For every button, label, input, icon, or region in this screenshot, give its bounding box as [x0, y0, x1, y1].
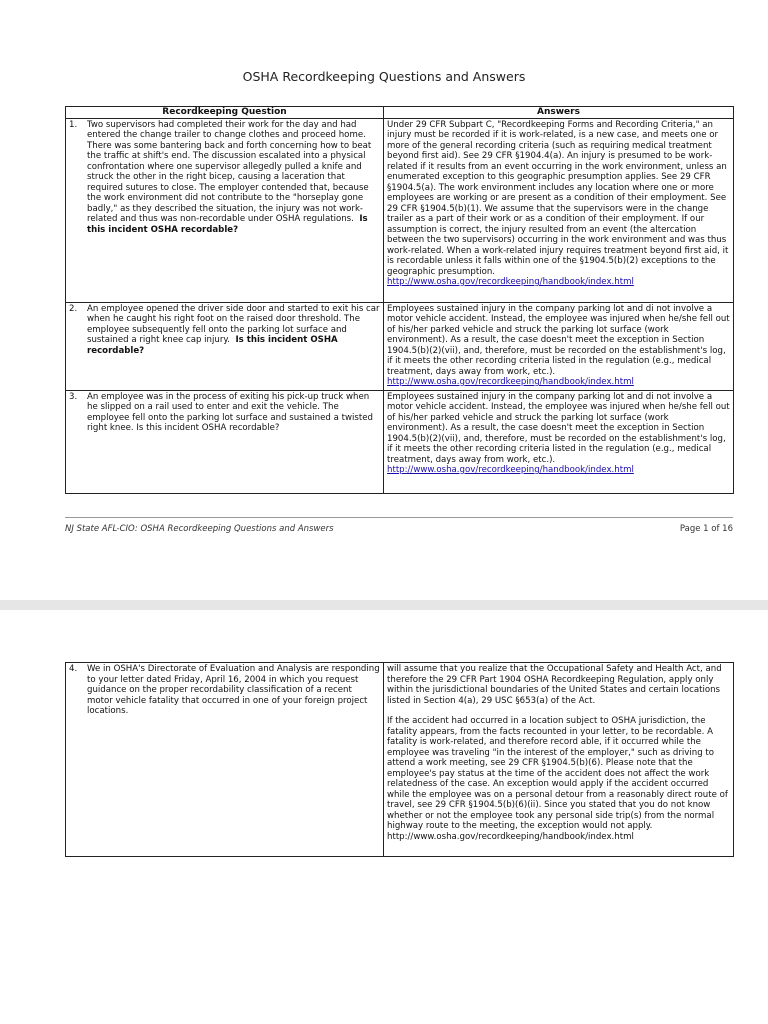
- answer-cell: [384, 390, 734, 493]
- column-header-question: Recordkeeping Question: [66, 107, 384, 119]
- question-body: Two supervisors had completed their work for the day and had entered the change trailer to change clothes and proceed home. There was some bantering back and forth concerning how to beat the traffic at shift's end. The discussion escalated into a physical confrontation where one supervisor allegedly pulled a knife and struck the other in the right bicep, causing a laceration that required sutures to close. The employer contended that, because the work environment did not contribute to the "horseplay gone badly," as they described the situation, the injury was not work-related and thus was non-recordable under OSHA regulations.: [87, 119, 372, 224]
- question-number: 4.: [69, 664, 78, 674]
- answer-text: Under 29 CFR Subpart C, "Recordkeeping Forms and Recording Criteria," an injury must be recorded if it is work-related, is a new case, and meets one or more of the general recording criteria (such as requiring medical treatment beyond first aid). See 29 CFR §1904.4(a). An injury is presumed to be work-related if it results from an event occurring in the work environment, unless an enumerated exception to this geographic presumption applies. See 29 CFR §1904.5(a). The work environment includes any location where one or more employees are working or are present as a condition of their employment. See 29 CFR §1904.5(b)(1). We assume that the supervisors were in the change trailer as a part of their work or as a condition of their employment. If our assumption is correct, the injury resulted from an event (the altercation between the two supervisors) occurring in the work environment and was thus work-related. When a work-related injury requires treatment beyond first aid, it is recordable unless it falls within one of the §1904.5(b)(2) exceptions to the geographic presumption.: [387, 119, 729, 277]
- answer-paragraph: If the accident had occurred in a location subject to OSHA jurisdiction, the fatality appears, from the facts recounted in your letter, to be recordable. A fatality is work-related, and therefore record able, if it occurred while the employee was traveling "in the interest of the employer," such as driving to attend a work meeting, see 29 CFR §1904.5(b)(6). Please note that the employee's pay status at the time of the accident does not affect the work relatedness of the case. An exception would apply if the accident occurred while the employee was on a personal detour from a reasonably direct route of travel, see 29 CFR §1904.5(b)(6)(ii). Since you stated that you do not know whether or not the employee took any personal side trip(s) from the normal highway route to the meeting, the exception would not apply.: [387, 716, 728, 831]
- question-text: An employee was in the process of exiting his pick-up truck when he slipped on a rail used to enter and exit the vehicle. The employee fell onto the parking lot surface and sustained a twisted right knee. Is this incident OSHA recordable?: [87, 391, 373, 433]
- column-header-answers: Answers: [384, 107, 734, 119]
- page-number: Page 1 of 16: [679, 524, 733, 534]
- question-bold: Is this incident OSHA recordable?: [87, 335, 338, 356]
- question-cell: [66, 302, 384, 390]
- handbook-link[interactable]: http://www.osha.gov/recordkeeping/handbook/index.html: [387, 831, 634, 842]
- table-row: [66, 302, 734, 390]
- question-number: 1.: [69, 119, 78, 130]
- handbook-link[interactable]: http://www.osha.gov/recordkeeping/handbook/index.html: [387, 277, 634, 287]
- question-number: 2.: [69, 303, 78, 314]
- question-cell: [66, 390, 384, 493]
- answer-cell: [384, 663, 734, 857]
- question-body: An employee opened the driver side door and started to exit his car when he caught his right foot on the raised door threshold. The employee subsequently fell onto the parking lot surface and sustained a right knee cap injury.: [87, 303, 380, 345]
- answer-text: Employees sustained injury in the company parking lot and di not involve a motor vehicle accident. Instead, the employee was injured when he/she fell out of his/her parked vehicle and struck the parking lot surface (work environment). As a result, the case doesn't meet the exception in Section 1904.5(b)(2)(vii), and, therefore, must be recorded on the establishment's log, if it meets the other recording criteria listed in the regulation (e.g., medical treatment, days away from work, etc.).: [387, 391, 730, 465]
- answer-cell: [384, 302, 734, 390]
- table-row: [66, 663, 734, 857]
- table-row: [66, 390, 734, 493]
- question-text: [87, 120, 380, 236]
- question-number: 3.: [69, 391, 78, 402]
- document-page-2: [0, 610, 768, 1024]
- question-text: We in OSHA's Directorate of Evaluation and Analysis are responding to your letter dated Friday, April 16, 2004 in which you request guidance on the proper recordability classification of a recent motor vehicle fatality that occurred in one of your foreign project locations.: [87, 664, 380, 716]
- qa-table-continued: [65, 662, 734, 857]
- answer-text: Employees sustained injury in the company parking lot and di not involve a motor vehicle accident. Instead, the employee was injured when he/she fell out of his/her parked vehicle and struck the parking lot surface (work environment). As a result, the case doesn't meet the exception in Section 1904.5(b)(2)(vii), and, therefore, must be recorded on the establishment's log, if it meets the other recording criteria listed in the regulation (e.g., medical treatment, days away from work, etc.).: [387, 303, 730, 377]
- question-text: [87, 304, 380, 357]
- handbook-link[interactable]: http://www.osha.gov/recordkeeping/handbook/index.html: [387, 465, 634, 475]
- question-bold: Is this incident OSHA recordable?: [87, 214, 368, 235]
- footer-source: NJ State AFL-CIO: OSHA Recordkeeping Questions and Answers: [65, 524, 334, 534]
- question-cell: [66, 118, 384, 302]
- handbook-link[interactable]: http://www.osha.gov/recordkeeping/handbook/index.html: [387, 377, 634, 387]
- answer-cell: [384, 118, 734, 302]
- qa-table: [65, 106, 734, 494]
- document-title: OSHA Recordkeeping Questions and Answers: [242, 69, 526, 84]
- table-header-row: [66, 107, 734, 119]
- question-cell: [66, 663, 384, 857]
- table-row: [66, 118, 734, 302]
- answer-paragraph: will assume that you realize that the Occupational Safety and Health Act, and therefore the 29 CFR Part 1904 OSHA Recordkeeping Regulation, apply only within the jurisdictional boundaries of the United States and certain locations listed in Section 4(a), 29 USC §653(a) of the Act.: [387, 664, 722, 706]
- footer-divider: [65, 517, 733, 518]
